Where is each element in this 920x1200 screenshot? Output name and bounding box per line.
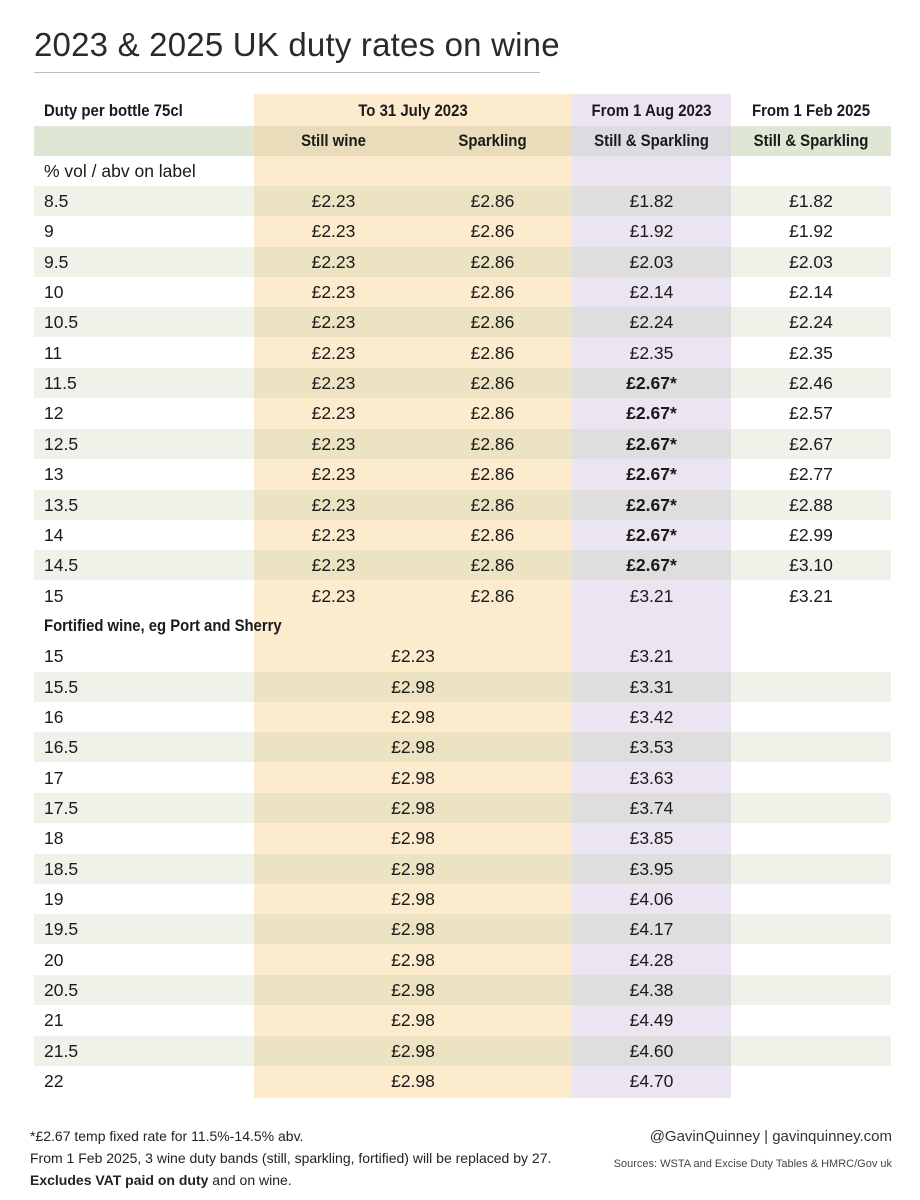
table-row: [34, 520, 891, 550]
sparkling-cell: £2.86: [470, 191, 515, 211]
feb-2025-cell: £2.46: [789, 373, 833, 394]
abv-cell: 10: [44, 282, 64, 303]
still-wine-cell: £2.23: [311, 494, 356, 515]
fortified-2023-cell: £2.23: [391, 646, 435, 667]
aug-2023-cell: £4.28: [629, 949, 674, 970]
aug-2023-cell: £2.14: [629, 282, 674, 303]
fortified-section-label: Fortified wine, eg Port and Sherry: [44, 616, 282, 635]
aug-2023-cell: £4.06: [629, 889, 674, 910]
still-wine-cell: £2.23: [311, 524, 356, 545]
still-wine-cell: £2.23: [311, 342, 356, 363]
abv-cell: 15.5: [44, 676, 79, 697]
still-wine-cell: £2.23: [311, 312, 356, 333]
footnote-vat: [30, 1172, 292, 1188]
table-row: [34, 823, 891, 853]
header-duty-per-bottle: Duty per bottle 75cl: [44, 101, 183, 120]
footnote-duty-bands: From 1 Feb 2025, 3 wine duty bands (still, sparkling, fortified) will be replaced by 27.: [30, 1150, 552, 1166]
still-wine-cell: £2.23: [311, 464, 356, 485]
aug-2023-cell: £4.38: [629, 980, 674, 1001]
abv-cell: 10.5: [44, 312, 79, 333]
abv-cell: 14.5: [44, 555, 79, 576]
table-row: [34, 914, 891, 944]
fortified-2023-cell: £2.98: [391, 737, 435, 758]
table-row: [34, 1036, 891, 1066]
table-row: [34, 581, 891, 611]
still-wine-cell: £2.23: [311, 191, 356, 211]
feb-2025-cell: £2.88: [789, 494, 833, 515]
abv-cell: 20.5: [44, 980, 79, 1001]
sparkling-cell: £2.86: [470, 373, 515, 394]
aug-2023-cell: £2.67*: [626, 433, 677, 454]
feb-2025-cell: £2.14: [789, 282, 833, 303]
table-row: [34, 1005, 891, 1035]
still-wine-cell: £2.23: [311, 433, 356, 454]
subheader-band-label: [34, 126, 254, 156]
abv-cell: 20: [44, 949, 64, 970]
table-row: [34, 1066, 891, 1096]
sparkling-cell: £2.86: [470, 342, 515, 363]
aug-2023-cell: £3.42: [629, 706, 674, 727]
fortified-2023-cell: £2.98: [391, 858, 435, 879]
aug-2023-cell: £3.95: [629, 858, 674, 879]
feb-2025-cell: £2.77: [789, 464, 833, 485]
table-row: [34, 641, 891, 671]
sparkling-cell: £2.86: [470, 585, 515, 606]
table-row: [34, 247, 891, 277]
abv-cell: 18.5: [44, 858, 79, 879]
aug-2023-cell: £4.17: [629, 919, 674, 940]
aug-2023-cell: £3.85: [629, 828, 674, 849]
aug-2023-cell: £3.53: [629, 737, 674, 758]
fortified-2023-cell: £2.98: [391, 676, 435, 697]
feb-2025-cell: £1.92: [789, 221, 833, 242]
aug-2023-cell: £3.21: [629, 585, 674, 606]
abv-label: % vol / abv on label: [44, 161, 196, 181]
still-wine-cell: £2.23: [311, 403, 356, 424]
fortified-2023-cell: £2.98: [391, 980, 435, 1001]
fortified-2023-cell: £2.98: [391, 1071, 435, 1092]
aug-2023-cell: £2.67*: [626, 403, 677, 424]
abv-cell: 18: [44, 828, 64, 849]
still-wine-cell: £2.23: [311, 373, 356, 394]
table-row: [34, 338, 891, 368]
sparkling-cell: £2.86: [470, 221, 515, 242]
aug-2023-cell: £1.82: [629, 191, 674, 211]
aug-2023-cell: £4.60: [629, 1040, 674, 1061]
abv-cell: 16: [44, 706, 64, 727]
aug-2023-cell: £3.31: [629, 676, 674, 697]
still-wine-cell: £2.23: [311, 555, 356, 576]
sparkling-cell: £2.86: [470, 464, 515, 485]
abv-cell: 11: [44, 342, 63, 363]
fortified-2023-cell: £2.98: [391, 706, 435, 727]
table-row: [34, 975, 891, 1005]
footnote-vat-rest: and on wine.: [208, 1172, 292, 1188]
still-wine-cell: £2.23: [311, 585, 356, 606]
abv-cell: 8.5: [44, 191, 69, 211]
sparkling-cell: £2.86: [470, 403, 515, 424]
sparkling-cell: £2.86: [470, 555, 515, 576]
sparkling-cell: £2.86: [470, 251, 515, 272]
feb-2025-cell: £2.35: [789, 342, 833, 363]
footnote-vat-bold: Excludes VAT paid on duty: [30, 1172, 209, 1188]
table-row: [34, 672, 891, 702]
fortified-2023-cell: £2.98: [391, 919, 435, 940]
table-row: [34, 945, 891, 975]
footnote-fixed-rate: *£2.67 temp fixed rate for 11.5%-14.5% abv.: [30, 1128, 304, 1144]
sparkling-cell: £2.86: [470, 524, 515, 545]
subheader-sparkling: Sparkling: [458, 131, 527, 150]
aug-2023-cell: £3.63: [629, 767, 674, 788]
subheader-still-wine: Still wine: [301, 131, 366, 150]
feb-2025-cell: £2.57: [789, 403, 833, 424]
fortified-2023-cell: £2.98: [391, 1010, 435, 1031]
table-row: [34, 368, 891, 398]
table-row: [34, 793, 891, 823]
abv-cell: 11.5: [44, 373, 77, 394]
fortified-2023-cell: £2.98: [391, 828, 435, 849]
feb-2025-cell: £2.24: [789, 312, 833, 333]
table-row: [34, 763, 891, 793]
header-from-feb-2025: From 1 Feb 2025: [751, 101, 871, 120]
header-to-july-2023: To 31 July 2023: [358, 101, 468, 120]
author-credit: @GavinQuinney | gavinquinney.com: [649, 1128, 892, 1145]
still-wine-cell: £2.23: [311, 251, 356, 272]
table-row: [34, 307, 891, 337]
aug-2023-cell: £2.03: [629, 251, 674, 272]
table-row: [34, 702, 891, 732]
abv-cell: 21: [44, 1010, 64, 1031]
abv-cell: 14: [44, 524, 64, 545]
table-row: [34, 186, 891, 216]
fortified-2023-cell: £2.98: [391, 798, 435, 818]
sparkling-cell: £2.86: [470, 433, 515, 454]
aug-2023-cell: £3.21: [629, 646, 674, 667]
table-row: [34, 550, 891, 580]
sparkling-cell: £2.86: [470, 312, 515, 333]
title-divider: [34, 72, 540, 73]
aug-2023-cell: £2.67*: [626, 464, 677, 485]
abv-cell: 12.5: [44, 433, 79, 454]
subheader-still-sparkling-feb: Still & Sparkling: [753, 131, 869, 150]
table-row: [34, 277, 891, 307]
fortified-2023-cell: £2.98: [391, 889, 435, 910]
still-wine-cell: £2.23: [311, 282, 356, 303]
fortified-2023-cell: £2.98: [391, 1040, 435, 1061]
table-row: [34, 854, 891, 884]
subheader-still-sparkling-aug: Still & Sparkling: [594, 131, 709, 150]
aug-2023-cell: £2.35: [629, 342, 674, 363]
abv-cell: 13: [44, 464, 64, 485]
aug-2023-cell: £4.70: [629, 1071, 674, 1092]
table-row: [34, 216, 891, 246]
abv-cell: 15: [44, 646, 64, 667]
aug-2023-cell: £1.92: [629, 221, 674, 242]
aug-2023-cell: £2.24: [629, 312, 674, 333]
abv-cell: 16.5: [44, 737, 79, 758]
abv-cell: 13.5: [44, 494, 79, 515]
abv-cell: 21.5: [44, 1040, 79, 1061]
still-wine-cell: £2.23: [311, 221, 356, 242]
abv-cell: 17: [44, 767, 64, 788]
feb-2025-cell: £2.03: [789, 251, 833, 272]
abv-cell: 9.5: [44, 251, 69, 272]
abv-label-row: [34, 156, 891, 186]
sparkling-cell: £2.86: [470, 494, 515, 515]
table-row: [34, 398, 891, 428]
feb-2025-cell: £2.99: [789, 524, 833, 545]
abv-cell: 19: [44, 889, 64, 910]
page-title: 2023 & 2025 UK duty rates on wine: [34, 26, 560, 63]
aug-2023-cell: £2.67*: [626, 373, 677, 394]
abv-cell: 12: [44, 403, 64, 424]
aug-2023-cell: £2.67*: [626, 524, 677, 545]
aug-2023-cell: £3.74: [629, 798, 674, 818]
table-row: [34, 732, 891, 762]
feb-2025-cell: £2.67: [789, 433, 833, 454]
aug-2023-cell: £2.67*: [626, 555, 677, 576]
sparkling-cell: £2.86: [470, 282, 515, 303]
fortified-2023-cell: £2.98: [391, 949, 435, 970]
sources-note: Sources: WSTA and Excise Duty Tables & HMRC/Gov uk: [613, 1158, 892, 1170]
table-row: [34, 490, 891, 520]
feb-2025-cell: £3.21: [789, 585, 833, 606]
feb-2025-cell: £3.10: [789, 555, 833, 576]
abv-cell: 22: [44, 1071, 64, 1092]
table-row: [34, 459, 891, 489]
table-row: [34, 429, 891, 459]
aug-2023-cell: £2.67*: [626, 494, 677, 515]
feb-2025-cell: £1.82: [789, 191, 833, 211]
table-row: [34, 884, 891, 914]
header-from-aug-2023: From 1 Aug 2023: [591, 101, 712, 120]
fortified-2023-cell: £2.98: [391, 767, 435, 788]
abv-cell: 19.5: [44, 919, 79, 940]
abv-cell: 9: [44, 221, 54, 242]
abv-cell: 15: [44, 585, 64, 606]
fortified-label-row: [34, 611, 891, 641]
aug-2023-cell: £4.49: [629, 1010, 674, 1031]
abv-cell: 17.5: [44, 798, 79, 818]
